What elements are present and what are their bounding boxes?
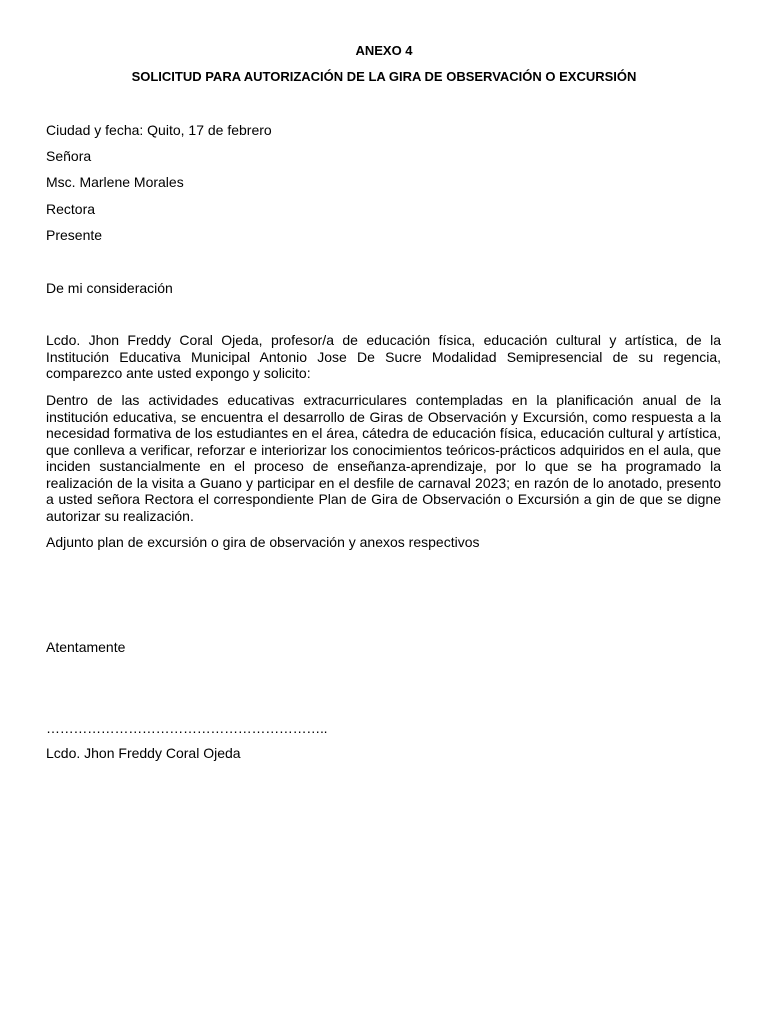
signature-dotted-line: …………………………………………………….. xyxy=(46,720,328,736)
document-title: SOLICITUD PARA AUTORIZACIÓN DE LA GIRA DE OBSERVACIÓN O EXCURSIÓN xyxy=(131,69,637,84)
body-paragraph: Dentro de las actividades educativas extracurriculares contempladas en la planificación anual de la institución educativa, se encuentra el desarrollo de Giras de Observación y Excursión, como respuesta a la necesidad formativa de los estudiantes en el área, cátedra de educación física, educación cultural y artística, que conlleva a verificar, reforzar e interiorizar los conocimientos teóricos-prácticos adquiridos en el aula, que inciden sustancialmente en el proceso de enseñanza-aprendizaje, por lo que se ha programado la realización de la visita a Guano y participar en el desfile de carnaval 2023; en razón de lo anotado, presento a usted señora Rectora el correspondiente Plan de Gira de Observación o Excursión a gin de que se digne autorizar su realización. xyxy=(46,392,721,524)
greeting-line: De mi consideración xyxy=(46,280,173,296)
salutation-line: Señora xyxy=(46,148,92,164)
closing-line: Atentamente xyxy=(46,639,126,655)
recipient-name: Msc. Marlene Morales xyxy=(46,174,184,190)
presente-line: Presente xyxy=(46,227,103,243)
attachment-paragraph: Adjunto plan de excursión o gira de observación y anexos respectivos xyxy=(46,534,480,550)
signer-name: Lcdo. Jhon Freddy Coral Ojeda xyxy=(46,745,241,761)
city-date-line: Ciudad y fecha: Quito, 17 de febrero xyxy=(46,122,272,138)
intro-paragraph: Lcdo. Jhon Freddy Coral Ojeda, profesor/a de educación física, educación cultural y artística, de la Institución Educativa Municipal Antonio Jose De Sucre Modalidad Semipresencial de su regencia, comparezco ante usted expongo y solicito: xyxy=(46,332,721,381)
recipient-title: Rectora xyxy=(46,201,96,217)
annex-heading: ANEXO 4 xyxy=(355,43,413,58)
